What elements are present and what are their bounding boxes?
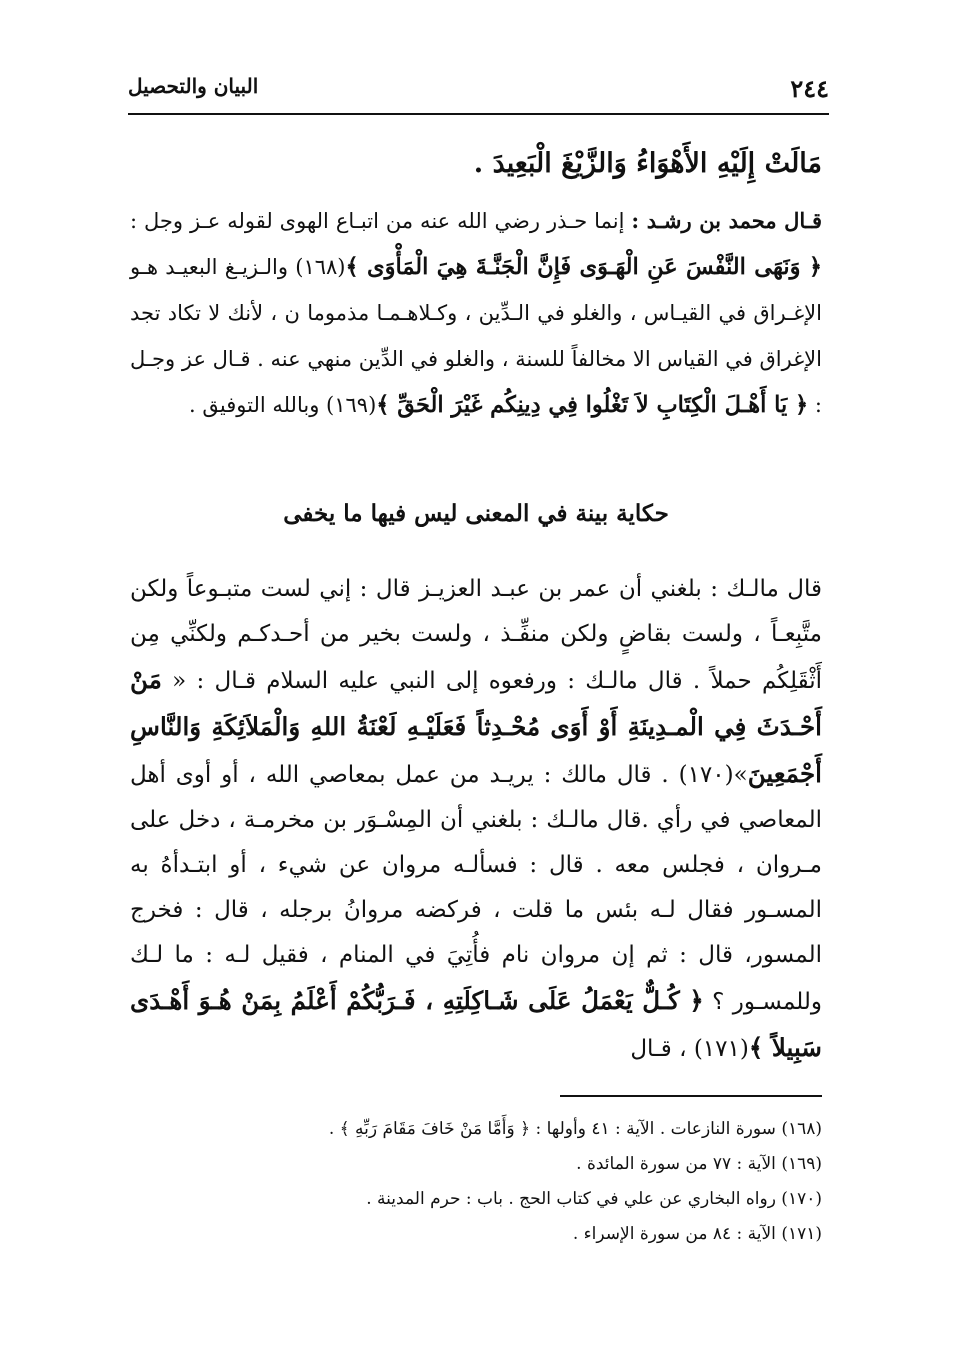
- quran-verse-c: ﴿ كُـلٌّ يَعْمَلُ عَلَى شَـاكِلَتِهِ ، فَـرَبُّكُمْ أَعْلَمُ بِمَنْ هُـوَ أَهْـدَى سَبِيلاً ﴾: [130, 986, 822, 1062]
- footnote-169: (١٦٩) الآية : ٧٧ من سورة المائدة .: [576, 1154, 822, 1174]
- page-number: ٢٤٤: [790, 74, 829, 103]
- commentary-text-b: والـزيـغ البعيـد هـو الإغـراق في القيـاس ، والغلو في الـدِّين ، وكـلاهـمـا مذموما ن ، لأنك لا تكاد تجد الإغراق في القياس الا مخالفاً للسنة ، والغلو في الدِّين منهي عنه . قـال عز وجـل :: [130, 255, 822, 417]
- quran-verse-a: ﴿ وَنَهَى النَّفْسَ عَنِ الْهَـوَى فَإِنَّ الْجَنَّـةَ هِيَ الْمَأْوَى ﴾: [345, 254, 822, 280]
- speaker-name: قـال محمد بن رشـد :: [631, 208, 822, 233]
- section-heading: حكاية بينة في المعنى ليس فيها ما يخفى: [283, 500, 669, 527]
- footnotes: [130, 1112, 822, 1252]
- header-rule: [128, 113, 829, 115]
- footnote-171: (١٧١) الآية : ٨٤ من سورة الإسراء .: [572, 1224, 822, 1244]
- footnote-rule: [560, 1095, 822, 1097]
- footnote-168: (١٦٨) سورة النازعات . الآية : ٤١ وأولها : ﴿ وَأَمَّا مَنْ خَافَ مَقَامَ رَبِّهِ ﴾ .: [328, 1119, 822, 1139]
- hadith-quote: مَنْ أَحْـدَثَ فِي الْمـدِينَةِ أَوْ أَوَى مُحْـدِثاً فَعَلَيْـهِ لَعْنَةُ اللهِ وَالْمَلاَئِكَةِ وَالنَّاسِ أَجْمَعِينَ: [130, 665, 822, 788]
- footnote-ref-169: (١٦٩): [326, 393, 377, 417]
- page-header: [128, 72, 829, 110]
- commentary-text-a: إنما حـذر رضي الله عنه من اتبـاع الهوى لقوله عـز وجل :: [130, 209, 632, 233]
- footnote-ref-170: »(١٧٠): [678, 762, 748, 788]
- commentary-text-c: وبالله التوفيق .: [189, 393, 327, 417]
- narrative-text-a: قال مالـك : بلغني أن عمر بن عبـد العزيـز قال : إني لست متبـوعاً ولكن متَّبِعـاً ، ولست بقاضٍ ولكن منفِّـذ ، ولست بخير من أحـدكـم ولكنِّي مِن أَثْقَلِكُم حملاً . قال مالـك : ورفعوه إلى النبي عليه السلام قـال : «: [130, 576, 822, 694]
- narrative-text-c: ، قـال: [630, 1036, 694, 1062]
- footnote-170: (١٧٠) رواه البخاري عن علي في كتاب الحج . باب : حرم المدينة .: [366, 1189, 822, 1209]
- narrative-text-b: . قال مالك : يريـد من عمل بمعاصي الله ، أو أوى أهل المعاصي في رأي .قال مالـك : بلغني أن المِسْـوَر بن مخرمـة ، دخل على مـروان ، فجلس معه . قال : فسألـه مروان عن شيء ، أو ابتـدأهُ به المسـور فقال لـه بئس ما قلت ، فركضه مروانُ برجله ، قال : فخرج المسور، قال : ثم إن مروان نام فأُتِيَ في المنام ، فقيل لـه : ما لـك وللمسـور ؟: [130, 762, 822, 1015]
- verse-continuation: مَالَتْ إِلَيْهِ الأَهْوَاءُ وَالزَّيْغَ الْبَعِيدَ .: [473, 148, 822, 179]
- footnote-ref-171: (١٧١): [693, 1036, 749, 1062]
- running-title: البيان والتحصيل: [128, 74, 259, 98]
- footnote-ref-168: (١٦٨): [295, 255, 346, 279]
- narrative-paragraph: [130, 567, 822, 1072]
- quran-verse-b: ﴿ يَا أَهْـلَ الْكِتَابِ لاَ تَغْلُوا فِي دِينِكُم غَيْرَ الْحَقِّ ﴾: [376, 392, 809, 418]
- commentary-paragraph: [130, 198, 822, 428]
